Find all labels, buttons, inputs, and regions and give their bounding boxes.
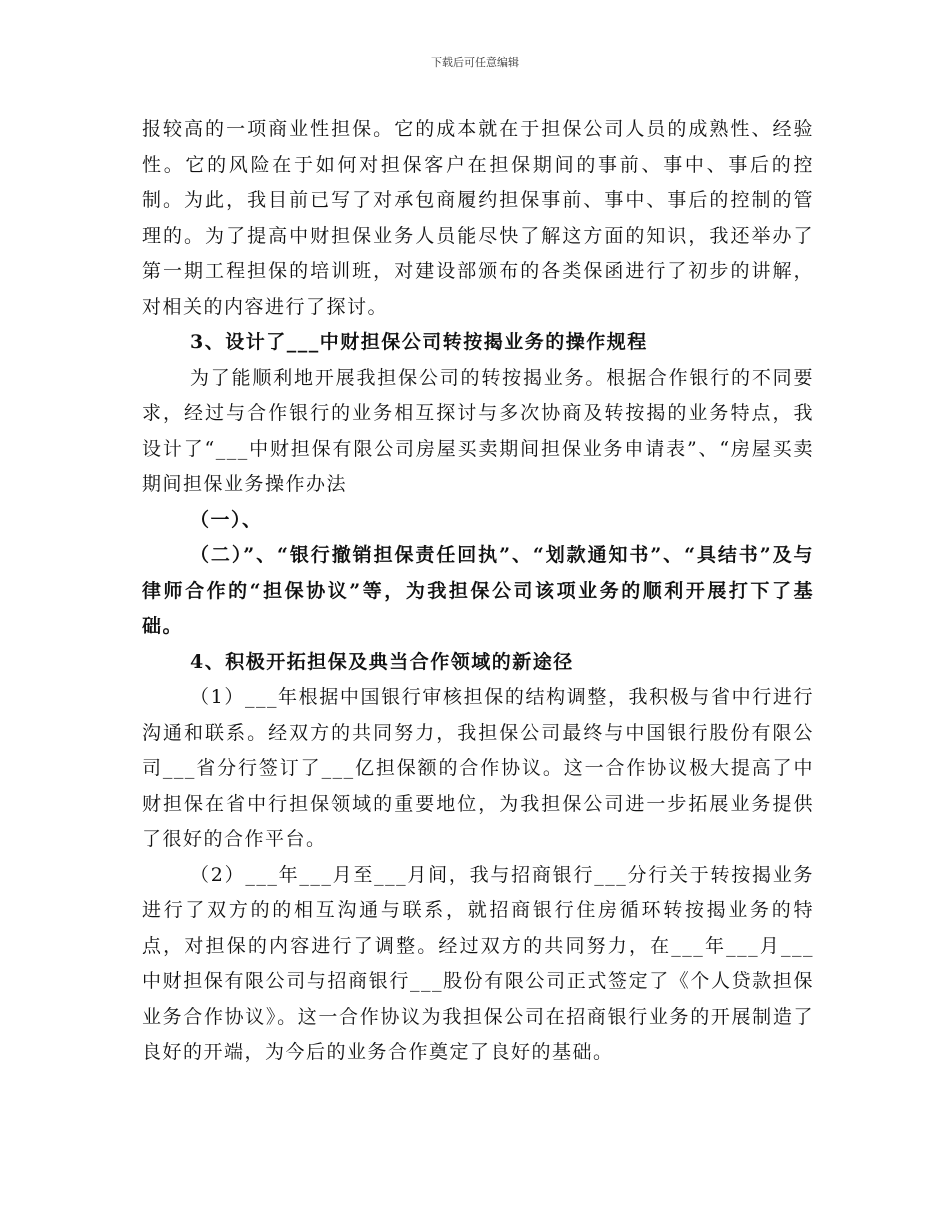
section-heading-3: 3、设计了___中财担保公司转按揭业务的操作规程: [190, 331, 648, 353]
paragraph-boc-cooperation: （1）___年根据中国银行审核担保的结构调整，我积极与省中行进行沟通和联系。经双方的共同努力，我担保公司最终与中国银行股份有限公司___省分行签订了___亿担保额的合作协议。这一合作协议极大提高了中财担保在省中行担保领域的重要地位，为我担保公司进一步拓展业务提供了很好的合作平台。: [142, 686, 814, 850]
paragraph-item-1: （一）、: [190, 508, 263, 531]
paragraph-cmb-cooperation: （2）___年___月至___月间，我与招商银行___分行关于转按揭业务进行了双方的的相互沟通与联系，就招商银行住房循环转按揭业务的特点，对担保的内容进行了调整。经过双方的共同努力，在___年___月___中财担保有限公司与招商银行___股份有限公司正式签定了《个人贷款担保业务合作协议》。这一合作协议为我担保公司在招商银行业务的开展制造了良好的开端，为今后的业务合作奠定了良好的基础。: [142, 863, 814, 1063]
paragraph-guarantee-risk: 报较高的一项商业性担保。它的成本就在于担保公司人员的成熟性、经验性。它的风险在于如何对担保客户在担保期间的事前、事中、事后的控制。为此，我目前已写了对承包商履约担保事前、事中、事后的控制的管理的。为了提高中财担保业务人员能尽快了解这方面的知识，我还举办了第一期工程担保的培训班，对建设部颁布的各类保函进行了初步的讲解，对相关的内容进行了探讨。: [142, 118, 814, 318]
document-body: [142, 112, 814, 1071]
section-heading-4: 4、积极开拓担保及典当合作领域的新途径: [190, 650, 574, 673]
paragraph-mortgage-design: 为了能顺利地开展我担保公司的转按揭业务。根据合作银行的不同要求，经过与合作银行的业务相互探讨与多次协商及转按揭的业务特点，我设计了“___中财担保有限公司房屋买卖期间担保业务申请表”、“房屋买卖期间担保业务操作办法: [142, 366, 814, 495]
page-header-note: 下载后可任意编辑: [431, 56, 519, 69]
paragraph-item-2: （二）”、“银行撤销担保责任回执”、“划款通知书”、“具结书”及与律师合作的“担保协议”等，为我担保公司该项业务的顺利开展打下了基础。: [142, 544, 814, 637]
